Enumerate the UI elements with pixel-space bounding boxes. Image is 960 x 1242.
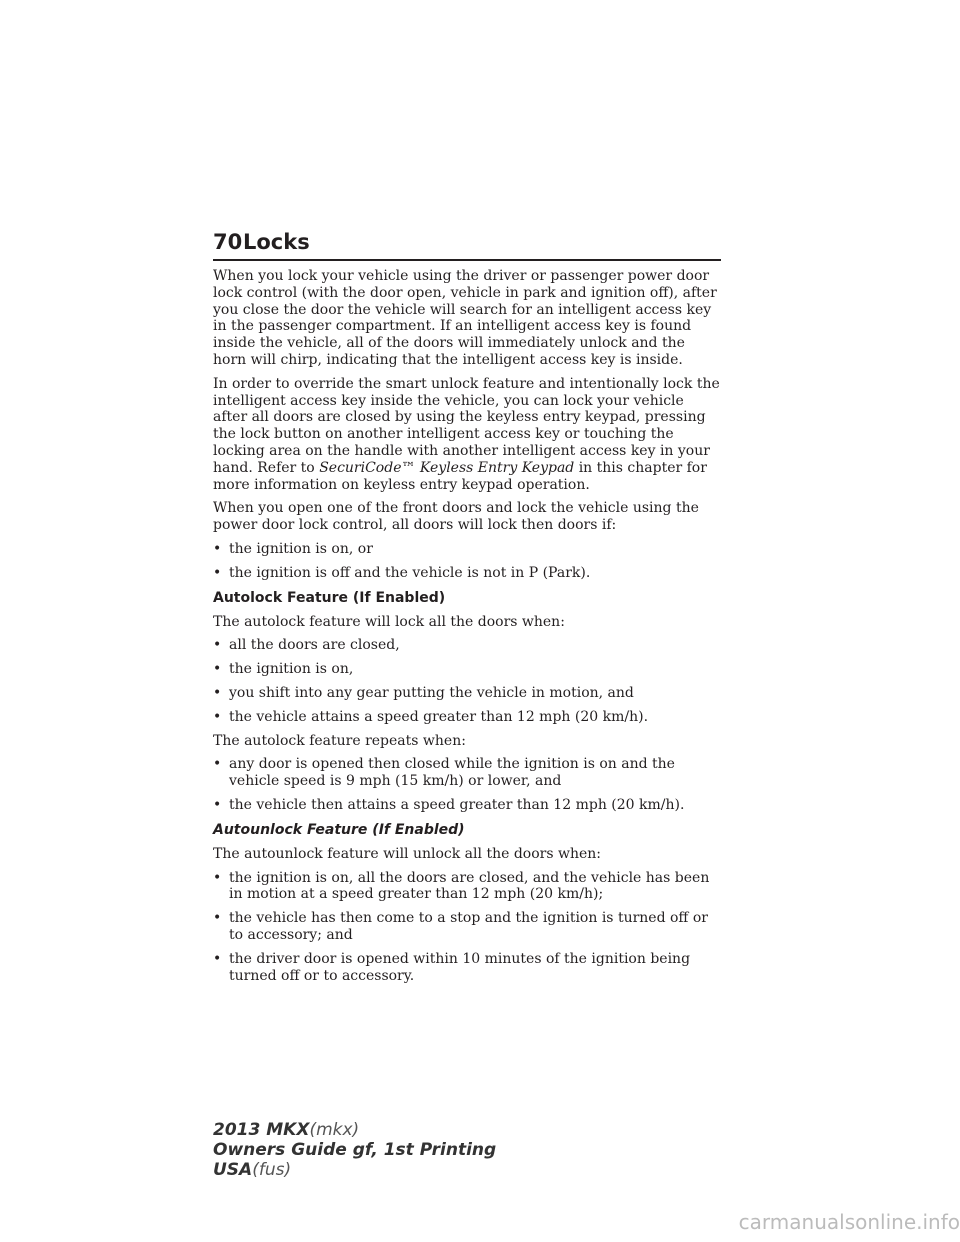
bullet-icon: •	[213, 540, 222, 557]
bullet-icon: •	[213, 756, 222, 773]
bullet-icon: •	[213, 661, 222, 678]
bullet-icon: •	[213, 950, 222, 967]
print-footer	[213, 1120, 496, 1180]
autolock-repeat-list	[213, 756, 721, 813]
list-item: • the ignition is off and the vehicle is not in P (Park).	[213, 564, 591, 581]
paragraph-smart-unlock: When you lock your vehicle using the driver or passenger power door lock control (with the door open, vehicle in park and ignition off), after you close the door the vehicle will search for an intelligent access key in the passenger compartment. If an intelligent access key is found inside the vehicle, all of the doors will immediately unlock and the horn will chirp, indicating that the intelligent access key is inside.	[213, 268, 717, 368]
bullet-icon: •	[213, 564, 222, 581]
list-item: • the vehicle then attains a speed greater than 12 mph (20 km/h).	[213, 796, 685, 813]
bullet-icon: •	[213, 796, 222, 813]
list-item: • the vehicle has then come to a stop and the ignition is turned off or to accessory; and	[213, 910, 708, 943]
bullet-icon: •	[213, 869, 222, 886]
bullet-icon: •	[213, 637, 222, 654]
override-text-end: in this chapter for more information on keyless entry keypad operation.	[213, 459, 707, 493]
autolock-repeat-intro: The autolock feature repeats when:	[213, 732, 466, 749]
watermark: carmanualsonline.info	[738, 1210, 960, 1234]
list-item: • the ignition is on, all the doors are closed, and the vehicle has been in motion at a speed greater than 12 mph (20 km/h);	[213, 869, 710, 903]
page-number: 70	[213, 230, 243, 254]
chapter-title: Locks	[243, 230, 310, 254]
bullet-icon: •	[213, 684, 222, 701]
list-item: • the driver door is opened within 10 minutes of the ignition being turned off or to accessory.	[213, 950, 691, 984]
paragraph-front-doors: When you open one of the front doors and lock the vehicle using the power door lock control, all doors will lock then doors if:	[213, 500, 699, 534]
paragraph-override	[213, 376, 721, 494]
autounlock-intro: The autounlock feature will unlock all the doors when:	[213, 845, 601, 862]
list-item: • any door is opened then closed while the ignition is on and the vehicle speed is 9 mph (15 km/h) or lower, and	[213, 756, 675, 790]
override-text: In order to override the smart unlock feature and intentionally lock the intelligent access key inside the vehicle, you can lock your vehicle after all doors are closed by using the keyless entry keypad, pressing the lock button on another intelligent access key or touching the locking area on the handle with another intelligent access key in your hand. Refer to	[213, 375, 720, 476]
autounlock-heading: Autounlock Feature (If Enabled)	[213, 821, 465, 838]
list-item: • the ignition is on,	[213, 661, 354, 678]
autounlock-list	[213, 870, 721, 985]
lock-conditions-list	[213, 541, 721, 582]
footer-line-3: USA(fus)	[213, 1160, 292, 1180]
page-content	[213, 268, 721, 991]
page-header	[213, 228, 721, 262]
footer-line-2: Owners Guide gf, 1st Printing	[213, 1140, 497, 1160]
footer-line-1: 2013 MKX(mkx)	[213, 1120, 360, 1140]
bullet-icon: •	[213, 708, 222, 725]
bullet-icon: •	[213, 910, 222, 927]
autolock-list	[213, 637, 721, 725]
list-item: • the vehicle attains a speed greater than 12 mph (20 km/h).	[213, 708, 649, 725]
list-item: • all the doors are closed,	[213, 637, 400, 654]
list-item: • the ignition is on, or	[213, 540, 373, 557]
autolock-heading: Autolock Feature (If Enabled)	[213, 589, 446, 606]
autolock-intro: The autolock feature will lock all the doors when:	[213, 613, 565, 630]
list-item: • you shift into any gear putting the vehicle in motion, and	[213, 684, 634, 701]
header-rule	[213, 259, 721, 261]
cross-reference: SecuriCode™ Keyless Entry Keypad	[319, 459, 575, 476]
